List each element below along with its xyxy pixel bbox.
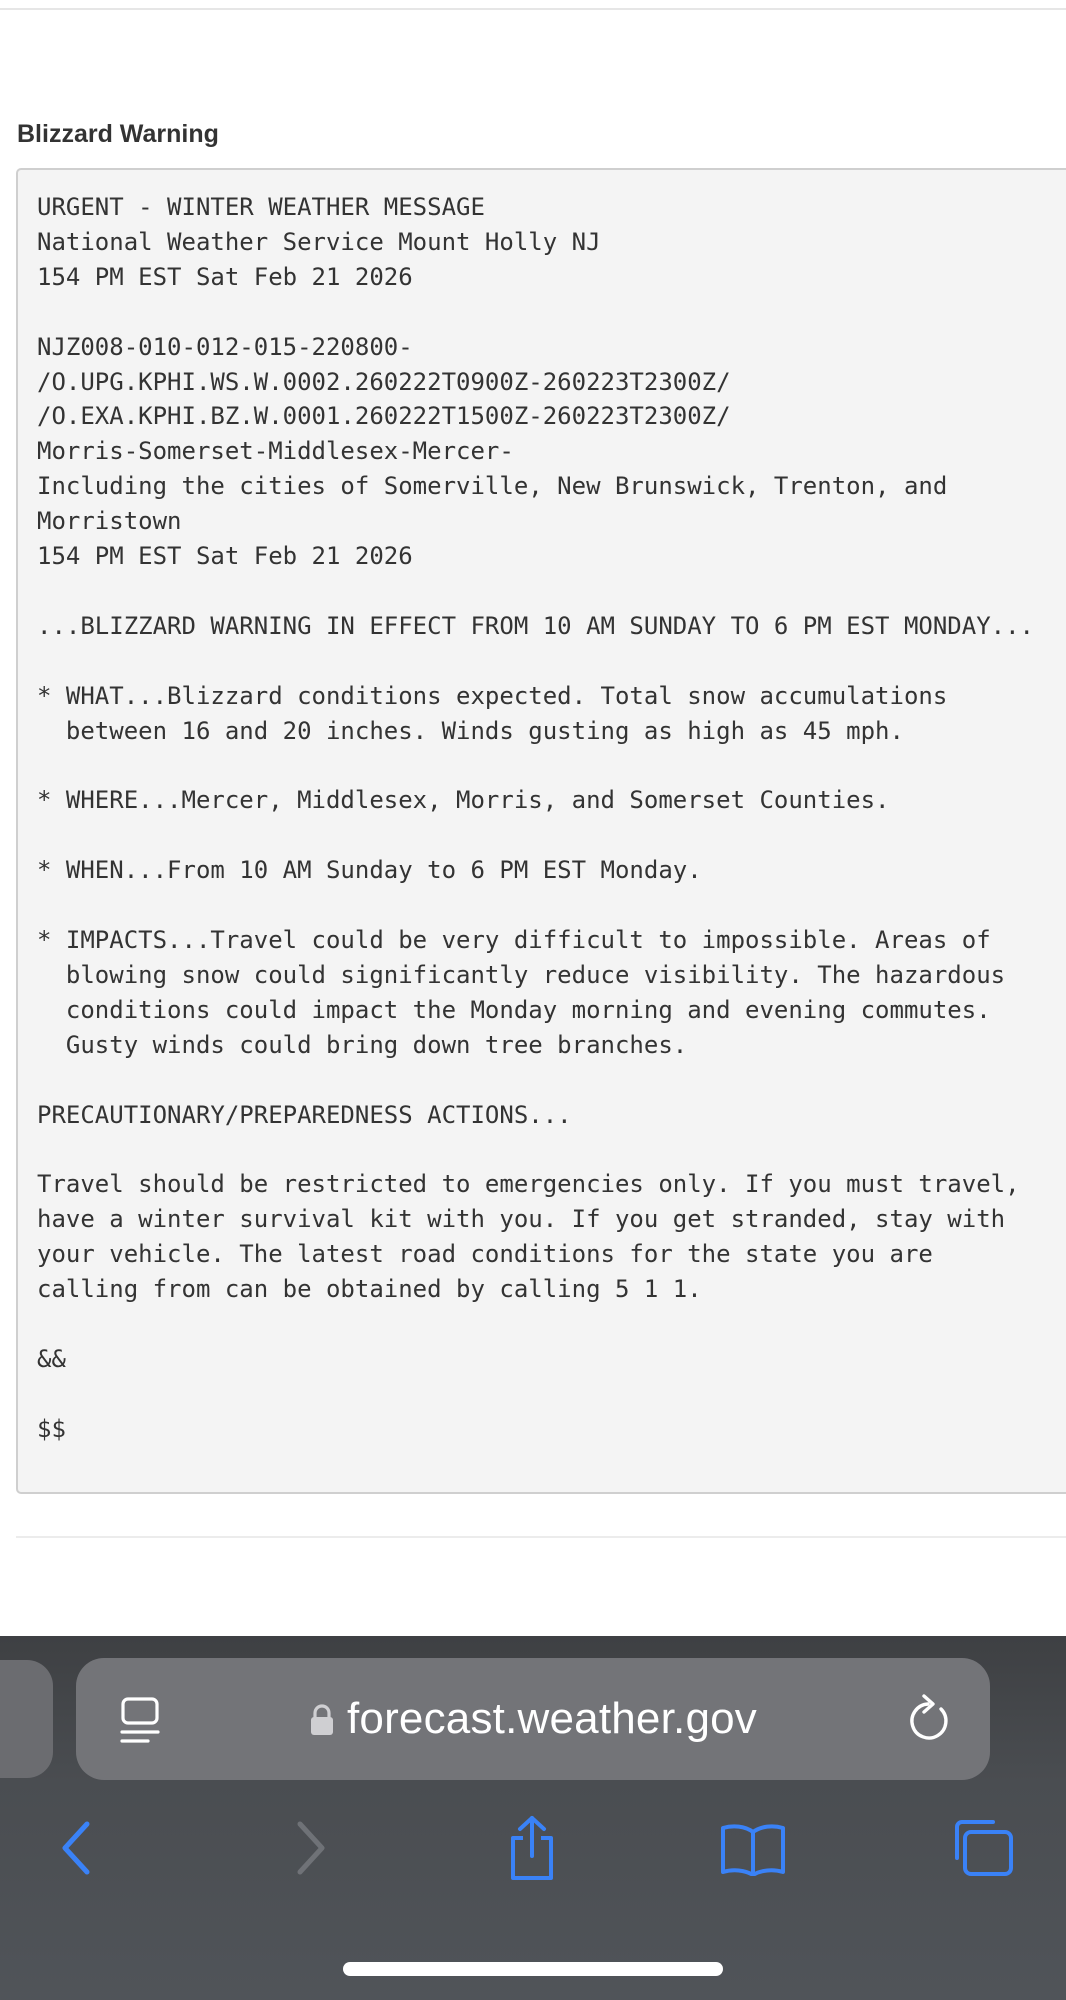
previous-tab-preview[interactable] [0,1660,53,1778]
tabs-icon [951,1818,1015,1878]
home-indicator[interactable] [343,1962,723,1976]
chevron-left-icon [57,1820,97,1876]
alert-message-box [16,168,1066,1494]
back-button[interactable] [42,1812,112,1884]
forward-button[interactable] [275,1812,345,1884]
share-icon [504,1814,560,1882]
url-text[interactable]: forecast.weather.gov [346,1694,757,1743]
bookmarks-button[interactable] [718,1812,788,1884]
lock-icon [309,1703,335,1737]
alert-message-text: URGENT - WINTER WEATHER MESSAGE National Weather Service Mount Holly NJ 154 PM EST Sat Feb 21 2026 NJZ008-010-012-015-220800- /O.UPG.KPHI.WS.W.0002.260222T0900Z-260223T2300Z/ /O.EXA.KPHI.BZ.W.0001.260222T1500Z-260223T2300Z/ Morris-Somerset-Middlesex-Mercer- Including the cities of Somerville, New Brunswick, Trenton, and Morristown 154 PM EST Sat Feb 21 2026 ...BLIZZARD WARNING IN EFFECT FROM 10 AM SUNDAY TO 6 PM EST MONDAY... * WHAT...Blizzard conditions expected. Total snow accumulations between 16 and 20 inches. Winds gusting as high as 45 mph. * WHERE...Mercer, Middlesex, Morris, and Somerset Counties. * WHEN...From 10 AM Sunday to 6 PM EST Monday. * IMPACTS...Travel could be very difficult to impossible. Areas of blowing snow could significantly reduce visibility. The hazardous conditions could impact the Monday morning and evening commutes. Gusty winds could bring down tree branches. PRECAUTIONARY/PREPAREDNESS ACTIONS... Travel should be restricted to emergencies only. If you must travel, have a winter survival kit with you. If you get stranded, stay with your vehicle. The latest road conditions for the state you are calling from can be obtained by calling 5 1 1. && $$ [37,193,1034,1443]
alert-heading: Blizzard Warning [17,120,219,148]
share-button[interactable] [497,1812,567,1884]
address-bar[interactable] [76,1658,990,1780]
reload-icon[interactable] [904,1692,954,1746]
tabs-button[interactable] [948,1812,1018,1884]
chevron-right-icon [290,1820,330,1876]
bottom-divider [16,1536,1066,1538]
address-center[interactable] [76,1658,990,1780]
top-divider [0,8,1066,10]
book-icon [718,1820,788,1876]
